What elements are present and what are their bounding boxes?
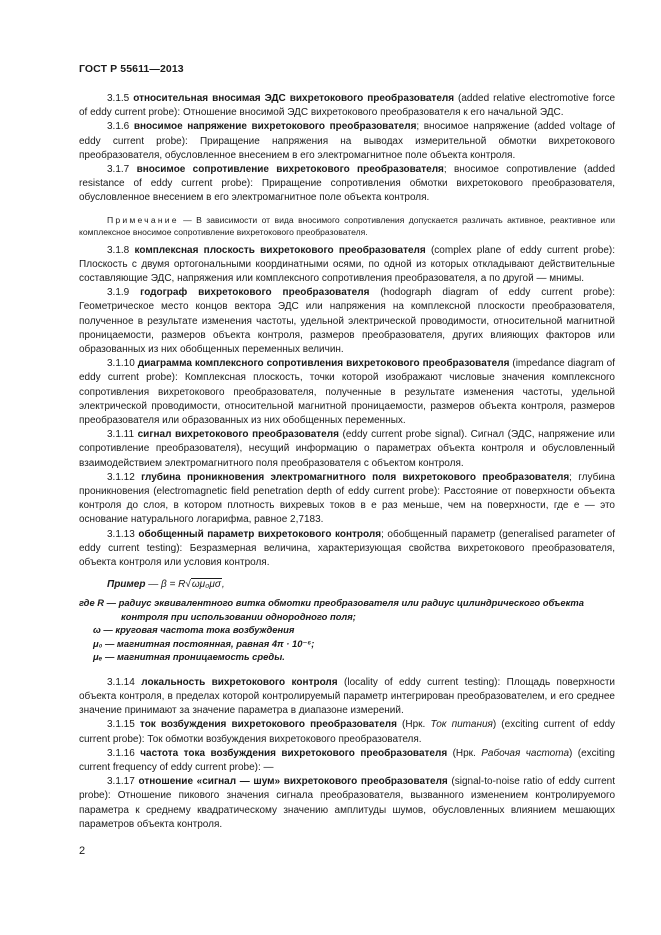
term: вносимое напряжение вихретокового преобразователя [133,121,417,133]
definition-mue: μₑ — магнитная проницаемость среды. [93,651,285,663]
where-line-1: где R — радиус эквивалентного витка обмотки преобразователя или радиус цилиндрического объекта [79,597,584,609]
term: относительная вносимая ЭДС вихретокового преобразователя [133,93,455,104]
term: вносимое сопротивление вихретокового преобразователя [136,164,444,176]
clause-number: 3.1.14 [107,676,135,688]
term: локальность вихретокового контроля [141,676,338,688]
clause-text: ) (exciting current of eddy current probe): Ток обмотки возбуждения вихретокового преобразователя. [79,719,615,745]
where-block [79,596,615,623]
definition-mu0: μ₀ — магнитная постоянная, равная 4π · 10⁻⁶; [93,637,315,649]
term: отношение «сигнал — шум» вихретокового преобразователя [138,776,448,788]
term: комплексная плоскость вихретокового преобразователя [134,244,426,256]
example-label: Пример [107,579,146,591]
clause-text: (impedance diagram of eddy current probe): Комплексная плоскость, точки которой изображают числовые значения комплексного сопротивления вихретокового преобразователя, полученные в результате изменения частоты, удельной электрической проводимости, относительной магнитной проницаемости, размеров объекта контроля, размеров преобразователя или образованных из них обобщенных переменных. [79,358,616,427]
clause-pre: (Нрк. [396,719,431,731]
clause-text: ; глубина проникновения (electromagnetic field penetration depth of eddy current probe): Расстояние от поверхности объекта контроля до слоя, в котором плотность вихревых токов в e раз меньше, чем на поверхности, где e — это основание натурального логарифма, равное 2,7183. [79,471,615,526]
term: годограф вихретокового преобразователя [140,287,370,299]
formula-radicand: ωμ₀μσ [191,579,221,591]
alt-term: Ток питания [430,719,493,731]
document-header: ГОСТ Р 55611—2013 [79,63,184,75]
clause-3-1-5 [79,92,615,120]
term: сигнал вихретокового преобразователя [137,429,339,441]
clause-text: (eddy current probe signal). Сигнал (ЭДС, напряжение или сопротивление преобразователя), несущий информацию о параметрах объекта контроля и обусловленный взаимодействием электромагнитного поля преобразователя с объектом контроля. [79,429,615,469]
clause-number: 3.1.7 [107,164,130,176]
document-body [79,92,615,832]
clause-3-1-8 [79,244,615,287]
clause-text: ) (exciting current frequency of eddy current probe): — [79,747,615,774]
clause-text: ; вносимое напряжение (added voltage of eddy current probe): Приращение напряжения на выводах измерительной обмотки вихретокового преобразователя, обусловленное внесением в его электромагнитное поле объекта контроля. [79,121,615,161]
clause-number: 3.1.5 [107,93,130,104]
formula-lhs: — β = R [145,579,186,591]
clause-number: 3.1.12 [107,471,135,483]
clause-number: 3.1.16 [107,747,135,759]
clause-number: 3.1.6 [107,121,130,133]
clause-3-1-6 [79,120,615,163]
term: частота тока возбуждения вихретокового преобразователя [140,747,448,759]
clause-text: ; обобщенный параметр (generalised parameter of eddy current testing): Безразмерная величина, характеризующая свойства вихретокового преобразователя, объекта контроля или условия контроля. [79,528,615,569]
page-number: 2 [79,845,86,857]
note-text: — В зависимости от вида вносимого сопротивления допускается различать активное, реактивное или комплексное вносимое сопротивление вихретокового преобразователя. [79,214,615,237]
clause-3-1-13 [79,528,615,571]
clause-3-1-16 [79,747,615,775]
clause-text: (locality of eddy current testing): Площадь поверхности объекта контроля, в пределах которой контролируемый параметр интегрирован преобразователем, и его среднее значение принимают за значение параметра в диапазоне измерений. [79,676,615,717]
clause-3-1-14 [79,676,615,719]
symbol-definitions [79,623,615,664]
clause-number: 3.1.17 [107,776,135,788]
clause-number: 3.1.15 [107,719,135,731]
clause-3-1-12 [79,471,615,528]
clause-text: (complex plane of eddy current probe): Плоскость с двумя ортогональными координатными осями, по одной из которых откладывают действительные составляющие ЭДС, напряжения или комплексного сопротивления преобразователя, а по другой — мнимы. [79,244,615,285]
clause-number: 3.1.8 [107,244,130,256]
alt-term: Рабочая частота [481,747,570,759]
clause-number: 3.1.11 [107,429,135,441]
clause-3-1-7 [79,163,615,206]
clause-number: 3.1.13 [107,528,135,540]
term: диаграмма комплексного сопротивления вихретокового преобразователя [137,358,510,370]
note-label: Примечание [107,214,179,225]
clause-text: (hodograph diagram of eddy current probe): Геометрическое место концов вектора ЭДС или напряжения на комплексной плоскости преобразователя, полученное в результате изменения частоты, удельной электрической проводимости, относительной магнитной проницаемости, размеров объекта контроля, размеров преобразователя, других влияющих факторов или образованных из них обобщенных переменных величин. [79,287,615,356]
clause-text: (signal-to-noise ratio of eddy current probe): Отношение пикового значения сигнала преобразователя, вызванного изменением контролируемого параметра к среднему квадратическому значению амплитуды шумов, обусловленных влиянием мешающих параметров объекта контроля. [79,776,615,830]
term: обобщенный параметр вихретокового контроля [138,528,382,540]
clause-pre: (Нрк. [447,747,482,759]
where-line-2: контроля при использовании однородного поля; [121,610,356,622]
clause-3-1-10 [79,357,615,428]
clause-3-1-9 [79,286,615,357]
clause-3-1-15 [79,718,615,746]
clause-text: ; вносимое сопротивление (added resistance of eddy current probe): Приращение сопротивления обмотки вихретокового преобразователя, обусловленное внесением в его электромагнитное поле объекта контроля. [79,164,616,204]
clause-3-1-11 [79,428,615,471]
clause-number: 3.1.10 [107,358,135,370]
clause-number: 3.1.9 [107,287,130,299]
example-formula: Пример — β = R√ωμ₀μσ, [107,579,225,591]
clause-text: (added relative electromotive force of eddy current probe): Отношение вносимой ЭДС вихретокового преобразователя к его начальной ЭДС. [79,93,615,119]
formula-tail: , [221,579,225,591]
term: ток возбуждения вихретокового преобразователя [139,719,397,731]
note [79,214,615,238]
term: глубина проникновения электромагнитного поля вихретокового преобразователя [141,471,570,483]
definition-omega: ω — круговая частота тока возбуждения [93,624,295,636]
clause-3-1-17 [79,775,615,832]
